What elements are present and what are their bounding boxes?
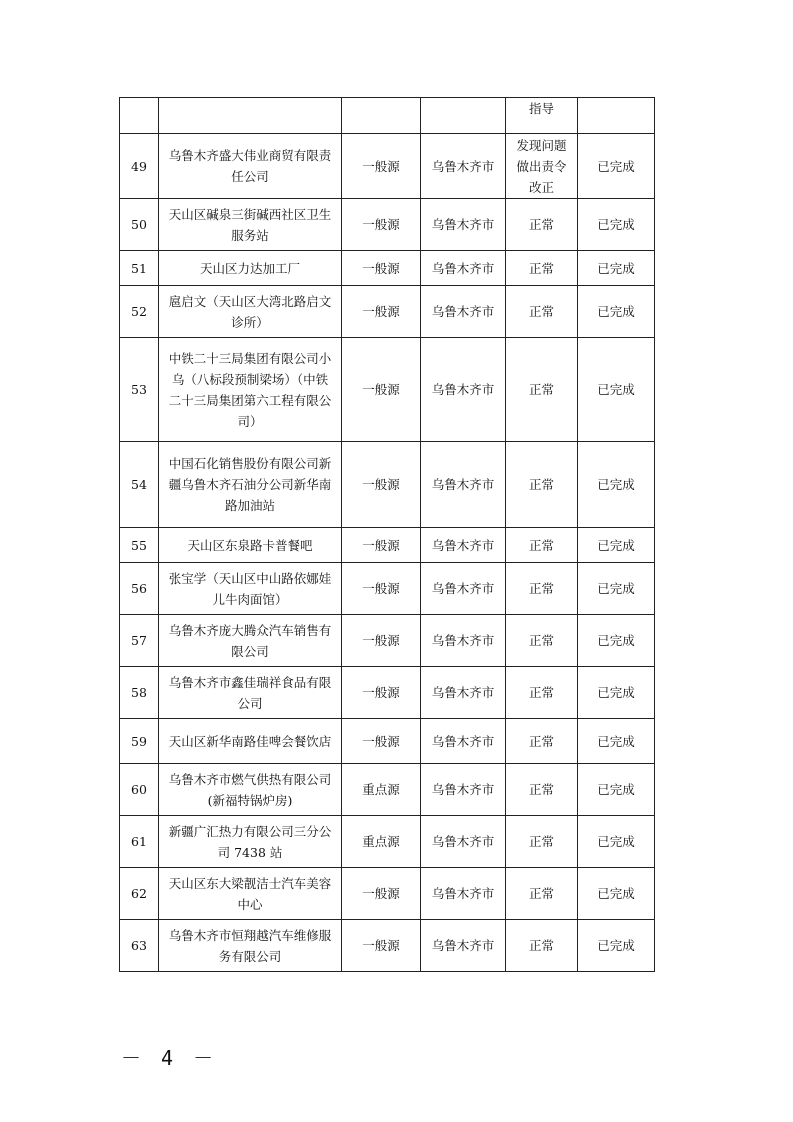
cell-name: 中国石化销售股份有限公司新疆乌鲁木齐石油分公司新华南路加油站 <box>159 442 342 528</box>
cell-status: 已完成 <box>578 816 655 868</box>
cell-no: 54 <box>120 442 159 528</box>
cell-name: 天山区碱泉三街碱西社区卫生服务站 <box>159 199 342 251</box>
cell-name: 天山区东泉路卡普餐吧 <box>159 528 342 563</box>
cell-type: 一般源 <box>342 338 421 442</box>
cell-region: 乌鲁木齐市 <box>421 563 506 615</box>
cell-name: 乌鲁木齐市鑫佳瑞祥食品有限公司 <box>159 667 342 719</box>
inspection-table-body <box>120 98 655 972</box>
cell-type: 一般源 <box>342 286 421 338</box>
cell-no: 60 <box>120 764 159 816</box>
cell-region: 乌鲁木齐市 <box>421 764 506 816</box>
cell-type: 一般源 <box>342 251 421 286</box>
cell-type: 一般源 <box>342 667 421 719</box>
cell-no: 51 <box>120 251 159 286</box>
table-row <box>120 442 655 528</box>
cell-type <box>342 98 421 134</box>
cell-status: 已完成 <box>578 251 655 286</box>
cell-status: 已完成 <box>578 134 655 199</box>
table-row <box>120 286 655 338</box>
cell-no: 62 <box>120 868 159 920</box>
cell-name: 新疆广汇热力有限公司三分公司 7438 站 <box>159 816 342 868</box>
cell-status: 已完成 <box>578 667 655 719</box>
cell-name: 乌鲁木齐盛大伟业商贸有限责任公司 <box>159 134 342 199</box>
cell-no: 58 <box>120 667 159 719</box>
cell-result: 正常 <box>506 667 578 719</box>
cell-no: 50 <box>120 199 159 251</box>
table-row <box>120 816 655 868</box>
cell-type: 一般源 <box>342 868 421 920</box>
cell-no <box>120 98 159 134</box>
cell-status: 已完成 <box>578 528 655 563</box>
table-row <box>120 920 655 972</box>
cell-no: 57 <box>120 615 159 667</box>
cell-result: 正常 <box>506 920 578 972</box>
table-row <box>120 563 655 615</box>
cell-status: 已完成 <box>578 563 655 615</box>
cell-name: 天山区东大梁靓洁士汽车美容中心 <box>159 868 342 920</box>
cell-no: 61 <box>120 816 159 868</box>
table-row <box>120 199 655 251</box>
cell-region: 乌鲁木齐市 <box>421 134 506 199</box>
cell-type: 重点源 <box>342 816 421 868</box>
cell-region: 乌鲁木齐市 <box>421 338 506 442</box>
cell-region: 乌鲁木齐市 <box>421 667 506 719</box>
cell-status: 已完成 <box>578 199 655 251</box>
cell-type: 一般源 <box>342 615 421 667</box>
cell-result: 正常 <box>506 442 578 528</box>
cell-result: 正常 <box>506 563 578 615</box>
cell-result: 正常 <box>506 338 578 442</box>
cell-type: 一般源 <box>342 528 421 563</box>
inspection-table <box>119 97 655 972</box>
cell-no: 53 <box>120 338 159 442</box>
cell-status: 已完成 <box>578 920 655 972</box>
cell-status: 已完成 <box>578 868 655 920</box>
cell-name: 乌鲁木齐市燃气供热有限公司(新福特锅炉房) <box>159 764 342 816</box>
cell-type: 一般源 <box>342 563 421 615</box>
cell-no: 55 <box>120 528 159 563</box>
cell-result: 正常 <box>506 719 578 764</box>
cell-no: 63 <box>120 920 159 972</box>
cell-type: 一般源 <box>342 199 421 251</box>
cell-result: 正常 <box>506 528 578 563</box>
cell-region: 乌鲁木齐市 <box>421 719 506 764</box>
page-number: － 4 － <box>121 1046 218 1070</box>
table-row <box>120 719 655 764</box>
cell-name: 乌鲁木齐市恒翔越汽车维修服务有限公司 <box>159 920 342 972</box>
table-row <box>120 615 655 667</box>
cell-region: 乌鲁木齐市 <box>421 816 506 868</box>
cell-region: 乌鲁木齐市 <box>421 251 506 286</box>
table-row <box>120 134 655 199</box>
cell-type: 一般源 <box>342 920 421 972</box>
cell-type: 一般源 <box>342 134 421 199</box>
table-row <box>120 667 655 719</box>
cell-region: 乌鲁木齐市 <box>421 199 506 251</box>
cell-result: 正常 <box>506 816 578 868</box>
cell-type: 重点源 <box>342 764 421 816</box>
cell-no: 52 <box>120 286 159 338</box>
cell-name: 乌鲁木齐庞大腾众汽车销售有限公司 <box>159 615 342 667</box>
cell-result: 正常 <box>506 199 578 251</box>
cell-name <box>159 98 342 134</box>
cell-type: 一般源 <box>342 719 421 764</box>
cell-region: 乌鲁木齐市 <box>421 920 506 972</box>
cell-result: 发现问题做出责令改正 <box>506 134 578 199</box>
cell-result: 正常 <box>506 868 578 920</box>
cell-no: 49 <box>120 134 159 199</box>
table-row <box>120 764 655 816</box>
cell-status: 已完成 <box>578 286 655 338</box>
cell-region <box>421 98 506 134</box>
cell-result: 正常 <box>506 764 578 816</box>
cell-no: 59 <box>120 719 159 764</box>
cell-region: 乌鲁木齐市 <box>421 286 506 338</box>
table-row <box>120 251 655 286</box>
cell-status: 已完成 <box>578 719 655 764</box>
cell-name: 天山区新华南路佳啤会餐饮店 <box>159 719 342 764</box>
cell-type: 一般源 <box>342 442 421 528</box>
cell-region: 乌鲁木齐市 <box>421 528 506 563</box>
cell-result: 正常 <box>506 251 578 286</box>
cell-result: 指导 <box>506 98 578 134</box>
cell-result: 正常 <box>506 286 578 338</box>
table-row <box>120 338 655 442</box>
cell-status: 已完成 <box>578 764 655 816</box>
cell-region: 乌鲁木齐市 <box>421 868 506 920</box>
cell-name: 中铁二十三局集团有限公司小乌（八标段预制梁场）（中铁二十三局集团第六工程有限公司） <box>159 338 342 442</box>
table-row-continued <box>120 98 655 134</box>
cell-name: 天山区力达加工厂 <box>159 251 342 286</box>
cell-status: 已完成 <box>578 338 655 442</box>
table-row <box>120 528 655 563</box>
cell-result: 正常 <box>506 615 578 667</box>
cell-status: 已完成 <box>578 442 655 528</box>
table-row <box>120 868 655 920</box>
cell-region: 乌鲁木齐市 <box>421 442 506 528</box>
cell-status: 已完成 <box>578 615 655 667</box>
cell-name: 扈启文（天山区大湾北路启文诊所） <box>159 286 342 338</box>
cell-no: 56 <box>120 563 159 615</box>
cell-status <box>578 98 655 134</box>
cell-name: 张宝学（天山区中山路依娜娃儿牛肉面馆） <box>159 563 342 615</box>
cell-region: 乌鲁木齐市 <box>421 615 506 667</box>
